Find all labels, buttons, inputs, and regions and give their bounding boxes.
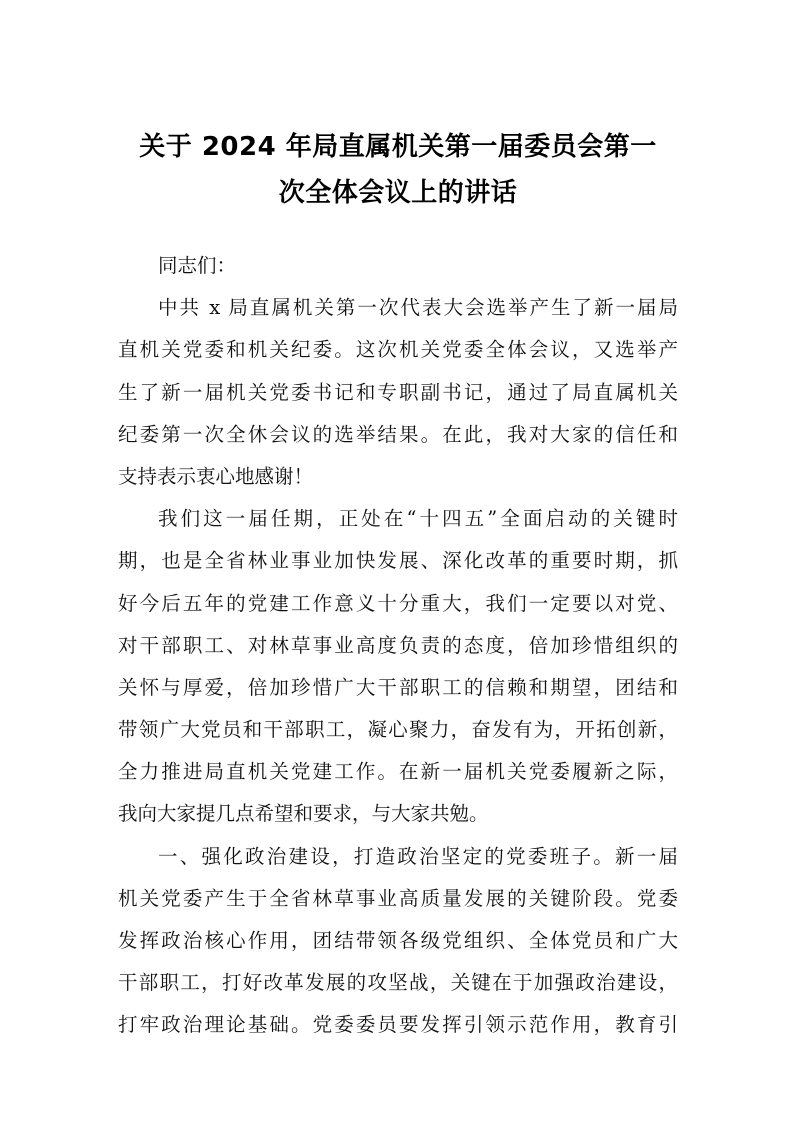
paragraph-3 <box>118 836 678 1047</box>
paragraph-line: 我向大家提几点希望和要求，与大家共勉。 <box>118 802 489 826</box>
paragraph-line: 中共 x 局直属机关第一次代表大会选举产生了新一届局 <box>158 296 678 320</box>
title-line-1: 关于 2024 年局直属机关第一届委员会第一 <box>139 132 657 162</box>
paragraph-line: 发挥政治核心作用，团结带领各级党组织、全体党员和广大 <box>118 929 678 952</box>
paragraph-line: 干部职工，打好改革发展的攻坚战，关键在于加强政治建设， <box>118 971 678 995</box>
salutation-paragraph <box>118 245 678 287</box>
paragraph-line: 一、强化政治建设，打造政治坚定的党委班子。新一届 <box>158 844 678 868</box>
paragraph-line: 直机关党委和机关纪委。这次机关党委全体会议，又选举产 <box>118 338 678 362</box>
title-line-2: 次全体会议上的讲话 <box>278 178 518 208</box>
paragraph-line: 带领广大党员和干部职工，凝心聚力，奋发有为，开拓创新， <box>118 718 678 742</box>
paragraph-line: 全力推进局直机关党建工作。在新一届机关党委履新之际， <box>118 760 678 784</box>
paragraph-line: 支持表示衷心地感谢！ <box>118 464 314 488</box>
paragraph-line: 同志们： <box>158 254 237 277</box>
paragraph-line: 期，也是全省林业事业加快发展、深化改革的重要时期，抓 <box>118 549 678 573</box>
document-body <box>118 245 678 1047</box>
paragraph-2 <box>118 498 678 836</box>
document-title <box>118 124 678 216</box>
paragraph-line: 我们这一届任期，正处在“十四五”全面启动的关键时 <box>158 507 678 531</box>
paragraph-1 <box>118 287 678 498</box>
paragraph-line: 打牢政治理论基础。党委委员要发挥引领示范作用，教育引 <box>118 1013 678 1037</box>
paragraph-line: 好今后五年的党建工作意义十分重大，我们一定要以对党、 <box>118 591 678 615</box>
paragraph-line: 机关党委产生于全省林草事业高质量发展的关键阶段。党委 <box>118 886 678 910</box>
paragraph-line: 纪委第一次全休会议的选举结果。在此，我对大家的信任和 <box>118 422 678 446</box>
paragraph-line: 关怀与厚爱，倍加珍惜广大干部职工的信赖和期望，团结和 <box>118 675 678 699</box>
paragraph-line: 生了新一届机关党委书记和专职副书记，通过了局直属机关 <box>118 380 678 404</box>
paragraph-line: 对干部职工、对林草事业高度负责的态度，倍加珍惜组织的 <box>118 633 678 657</box>
